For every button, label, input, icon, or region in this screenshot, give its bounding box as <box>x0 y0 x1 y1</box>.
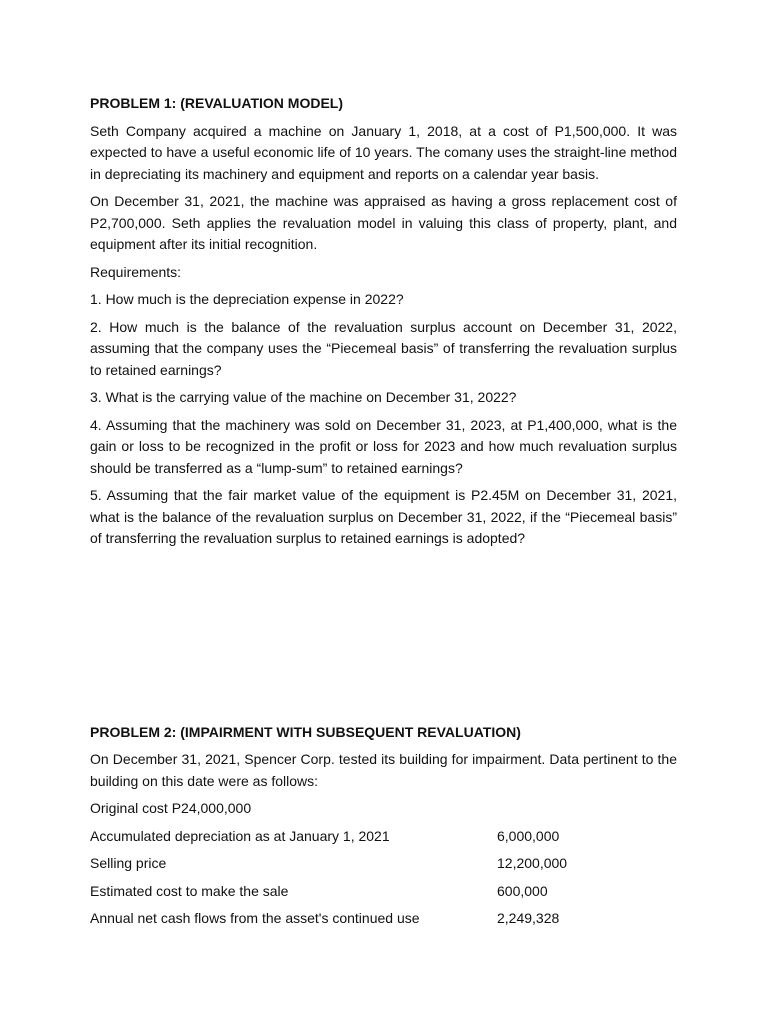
row-label: Annual net cash flows from the asset's continued use <box>90 910 420 926</box>
requirement-4: 4. Assuming that the machinery was sold on December 31, 2023, at P1,400,000, what is the gain or loss to be recognized in the profit or loss for 2023 and how much revaluation surplus should be transferred as a “lump-sum” to retained earnings? <box>90 416 677 476</box>
row-label: Selling price <box>90 855 167 871</box>
data-row <box>90 853 677 875</box>
row-label: Estimated cost to make the sale <box>90 882 289 899</box>
document-page <box>90 93 677 936</box>
data-row <box>90 881 677 903</box>
row-value: 12,200,000 <box>497 855 568 871</box>
data-row <box>90 826 677 848</box>
requirement-2: 2. How much is the balance of the revaluation surplus account on December 31, 2022, assuming that the company uses the “Piecemeal basis” of transferring the revaluation surplus to retained earnings? <box>90 318 677 378</box>
problem1-title: PROBLEM 1: (REVALUATION MODEL) <box>90 95 344 111</box>
problem2-title: PROBLEM 2: (IMPAIRMENT WITH SUBSEQUENT REVALUATION) <box>90 723 521 740</box>
row-label: Accumulated depreciation as at January 1, 2021 <box>90 827 390 844</box>
requirement-5: 5. Assuming that the fair market value of the equipment is P2.45M on December 31, 2021, what is the balance of the revaluation surplus on December 31, 2022, if the “Piecemeal basis” of transferring the revaluation surplus to retained earnings is adopted? <box>90 487 677 546</box>
original-cost-line: Original cost P24,000,000 <box>90 800 252 816</box>
problem2-intro: On December 31, 2021, Spencer Corp. tested its building for impairment. Data pertinent to the building on this date were as follows: <box>90 751 677 789</box>
problem1-paragraph-2: On December 31, 2021, the machine was appraised as having a gross replacement cost of P2,700,000. Seth applies the revaluation model in valuing this class of property, plant, and equipment after its initial recognition. <box>90 193 677 252</box>
requirement-3: 3. What is the carrying value of the machine on December 31, 2022? <box>90 389 517 405</box>
requirement-1: 1. How much is the depreciation expense in 2022? <box>90 291 404 307</box>
row-value: 6,000,000 <box>497 827 560 844</box>
row-value: 2,249,328 <box>497 910 560 926</box>
problem1-paragraph-1: Seth Company acquired a machine on January 1, 2018, at a cost of P1,500,000. It was expected to have a useful economic life of 10 years. The comany uses the straight-line method in depreciating its machinery and equipment and reports on a calendar year basis. <box>90 122 677 182</box>
section-spacer <box>90 556 677 722</box>
row-value: 600,000 <box>497 882 548 899</box>
data-row <box>90 908 677 930</box>
requirements-label: Requirements: <box>90 263 182 280</box>
